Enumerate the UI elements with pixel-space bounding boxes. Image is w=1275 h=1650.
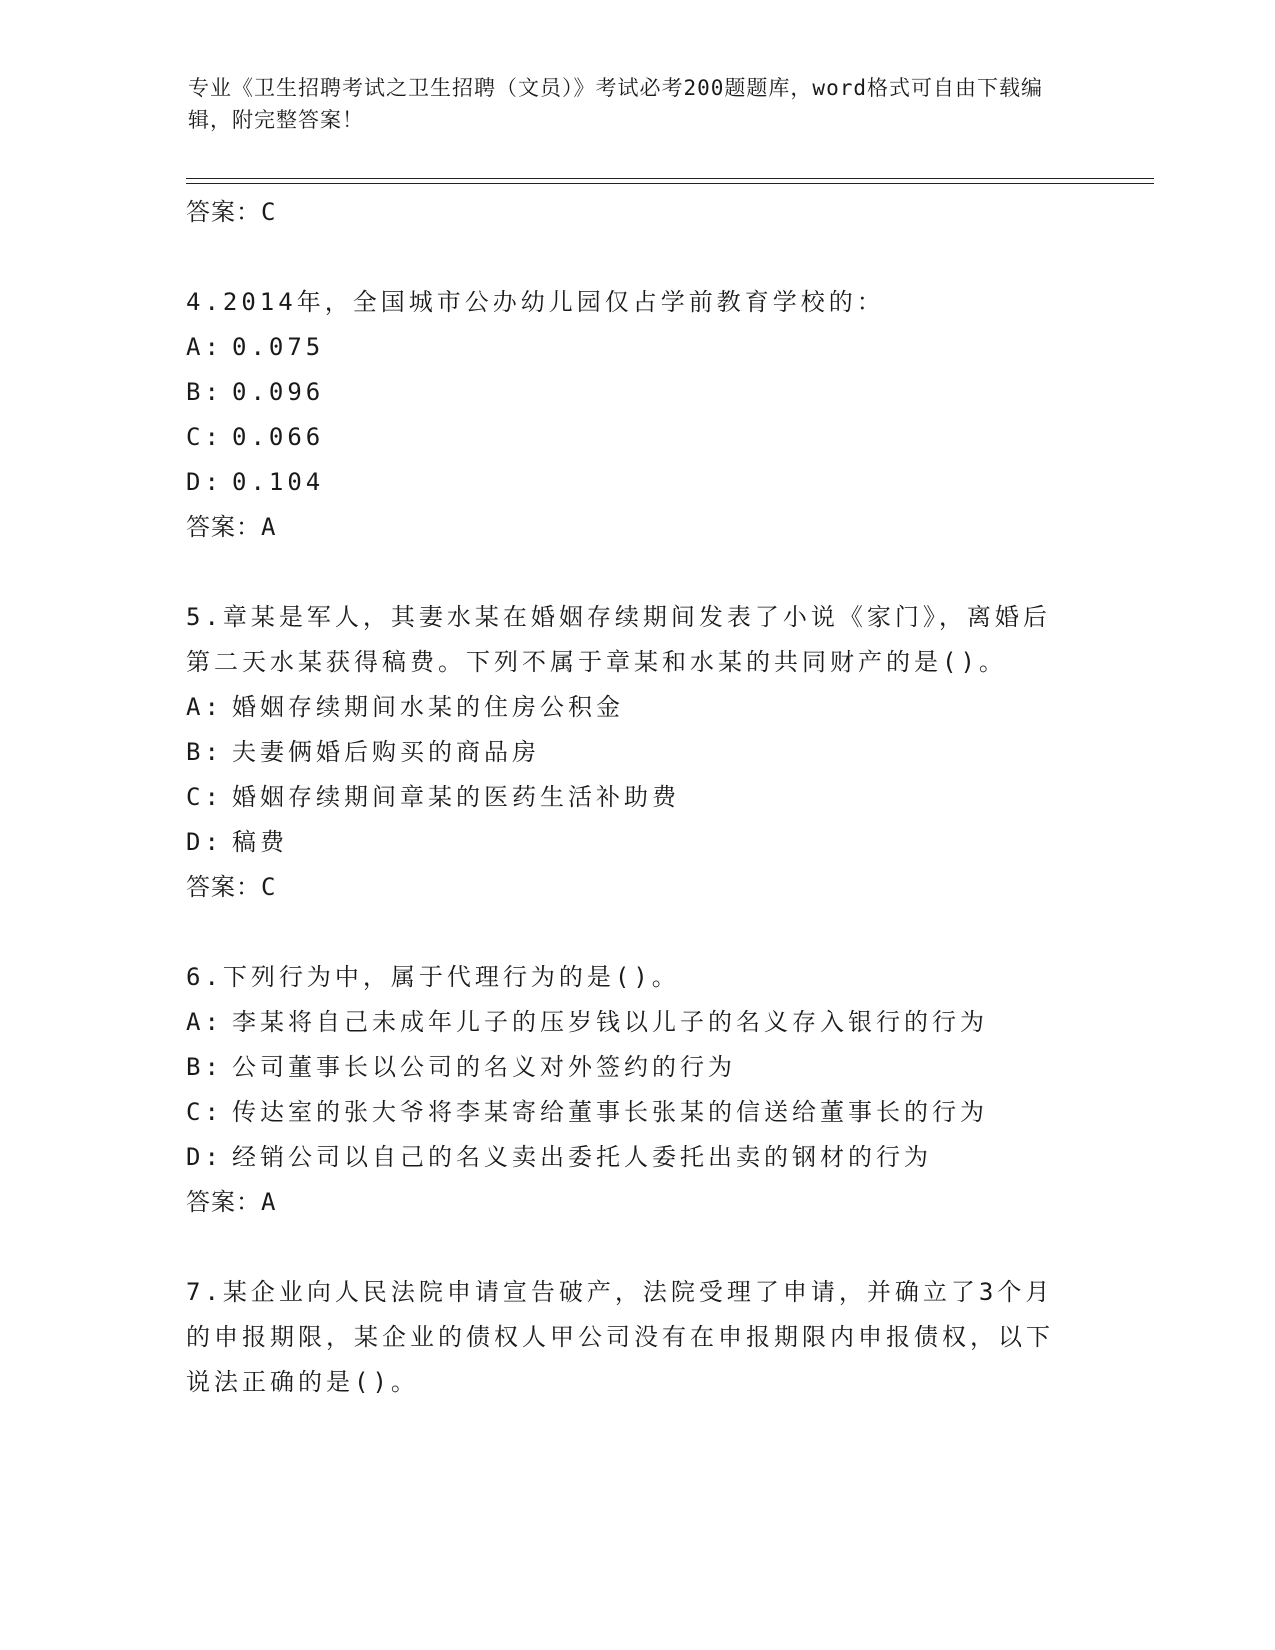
answer-line [186, 865, 1086, 910]
option-key: A: [186, 1008, 223, 1036]
question-text: 5.章某是军人，其妻水某在婚姻存续期间发表了小说《家门》，离婚后第二天水某获得稿费。下列不属于章某和水某的共同财产的是()。 [186, 603, 1051, 676]
answer-value: A [261, 513, 277, 541]
option-key: D: [186, 828, 223, 856]
option-text: 婚姻存续期间章某的医药生活补助费 [232, 783, 680, 811]
document-header: 专业《卫生招聘考试之卫生招聘（文员）》考试必考200题题库，word格式可自由下载编辑，附完整答案！ [188, 76, 1043, 132]
option-row [186, 820, 1086, 865]
answer-label: 答案： [186, 513, 261, 541]
option-key: A: [186, 333, 223, 361]
option-key: C: [186, 423, 223, 451]
option-key: C: [186, 1098, 223, 1126]
answer-line [186, 1180, 1086, 1225]
option-row [186, 1135, 1086, 1180]
option-text: 夫妻俩婚后购买的商品房 [232, 738, 540, 766]
option-row [186, 415, 1086, 460]
option-key: D: [186, 1143, 223, 1171]
option-row [186, 685, 1086, 730]
option-key: C: [186, 783, 223, 811]
option-text: 经销公司以自己的名义卖出委托人委托出卖的钢材的行为 [232, 1143, 932, 1171]
option-row [186, 325, 1086, 370]
question-list [186, 190, 1086, 1405]
option-text: 稿费 [232, 828, 288, 856]
answer-value: C [261, 873, 277, 901]
option-text: 0.096 [232, 378, 325, 406]
option-text: 婚姻存续期间水某的住房公积金 [232, 693, 624, 721]
answer-line [186, 190, 1086, 235]
spacer [186, 1225, 1086, 1270]
answer-label: 答案： [186, 873, 261, 901]
option-text: 0.104 [232, 468, 325, 496]
spacer [186, 235, 1086, 280]
option-text: 传达室的张大爷将李某寄给董事长张某的信送给董事长的行为 [232, 1098, 988, 1126]
option-text: 0.075 [232, 333, 325, 361]
question-text: 7.某企业向人民法院申请宣告破产，法院受理了申请，并确立了3个月的申报期限，某企业的债权人甲公司没有在申报期限内申报债权，以下说法正确的是()。 [186, 1278, 1054, 1396]
spacer [186, 910, 1086, 955]
spacer [186, 550, 1086, 595]
answer-value: C [261, 198, 277, 226]
answer-value: A [261, 1188, 277, 1216]
option-text: 公司董事长以公司的名义对外签约的行为 [232, 1053, 736, 1081]
answer-label: 答案： [186, 1188, 261, 1216]
answer-line [186, 505, 1086, 550]
option-row [186, 460, 1086, 505]
option-row [186, 1090, 1086, 1135]
option-key: B: [186, 738, 223, 766]
option-key: D: [186, 468, 223, 496]
option-row [186, 1000, 1086, 1045]
question-text: 6.下列行为中，属于代理行为的是()。 [186, 963, 680, 991]
answer-label: 答案： [186, 198, 261, 226]
option-row [186, 1045, 1086, 1090]
option-row [186, 370, 1086, 415]
option-text: 0.066 [232, 423, 325, 451]
option-row [186, 775, 1086, 820]
option-key: B: [186, 1053, 223, 1081]
option-text: 李某将自己未成年儿子的压岁钱以儿子的名义存入银行的行为 [232, 1008, 988, 1036]
question-text: 4.2014年，全国城市公办幼儿园仅占学前教育学校的： [186, 288, 885, 316]
option-key: B: [186, 378, 223, 406]
option-key: A: [186, 693, 223, 721]
option-row [186, 730, 1086, 775]
header-rule-top [186, 178, 1154, 179]
header-rule-bottom [186, 183, 1154, 184]
